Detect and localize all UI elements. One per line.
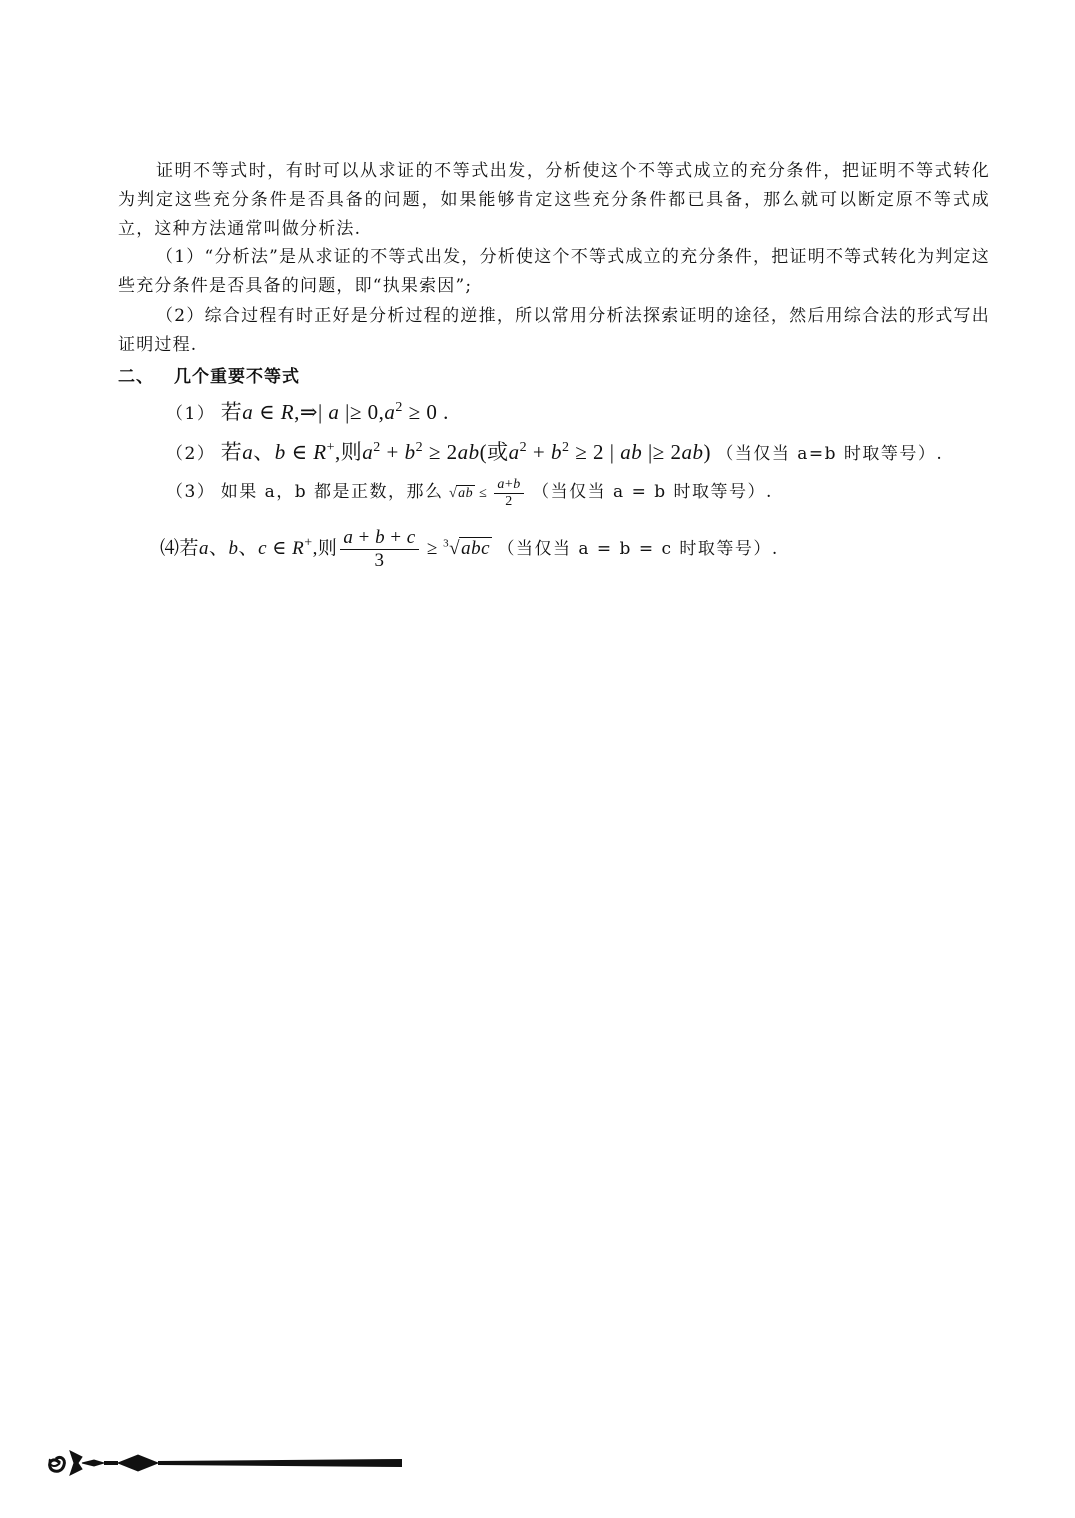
intro-paragraph: 证明不等式时，有时可以从求证的不等式出发，分析使这个不等式成立的充分条件，把证明不等式转化为判定这些充分条件是否具备的问题，如果能够肯定这些充分条件都已具备，那么就可以断定原不等式成立，这种方法通常叫做分析法. (118, 161, 990, 239)
item-3-label: （3） (166, 482, 216, 503)
item-2-note: （当仅当 a=b 时取等号）. (716, 444, 944, 464)
item-3-formula: √ab ≤ $\frac{a+b}{2}$ (449, 486, 527, 501)
item-4-label: ⑷ (160, 538, 180, 560)
item-1-formula: 若a ∈ R,⇒| a |≥ $0,a^2 \ge 0$ . (220, 400, 449, 424)
section-heading (118, 362, 300, 387)
section-title: 几个重要不等式 (174, 367, 300, 387)
scroll-ornament-icon (46, 1443, 406, 1483)
item-2-formula: 若a、b ∈ R+,则$a^2 + b^2 \ge 2ab$(或$a^2 + b^2 \ge 2$ | ab |≥ 2ab) (220, 440, 711, 464)
item-2-label: （2） (166, 444, 216, 464)
inequality-item-2 (166, 436, 943, 466)
item-4-note: （当仅当 a = b = c 时取等号）. (497, 539, 779, 560)
note-paragraph-1: （1）“分析法”是从求证的不等式出发，分析使这个不等式成立的充分条件，把证明不等式转化为判定这些充分条件是否具备的问题，即“执果索因”; (118, 247, 990, 296)
inequality-item-1 (166, 396, 449, 426)
item-4-formula: ⑷若a、b、c ∈ R+,则 $\frac{a + b + c}{3}$ ≥ $^3$√abc (160, 527, 491, 571)
item-3-note: （当仅当 a = b 时取等号）. (532, 482, 773, 503)
item-3-text: 如果 a，b 都是正数，那么 (220, 482, 444, 503)
item-1-label: （1） (166, 404, 216, 424)
note-paragraph-2: （2）综合过程有时正好是分析过程的逆推，所以常用分析法探索证明的途径，然后用综合法的形式写出证明过程. (118, 306, 990, 355)
inequality-item-3 (166, 477, 773, 511)
inequality-item-4 (160, 527, 779, 573)
section-number: 二、 (118, 367, 154, 387)
